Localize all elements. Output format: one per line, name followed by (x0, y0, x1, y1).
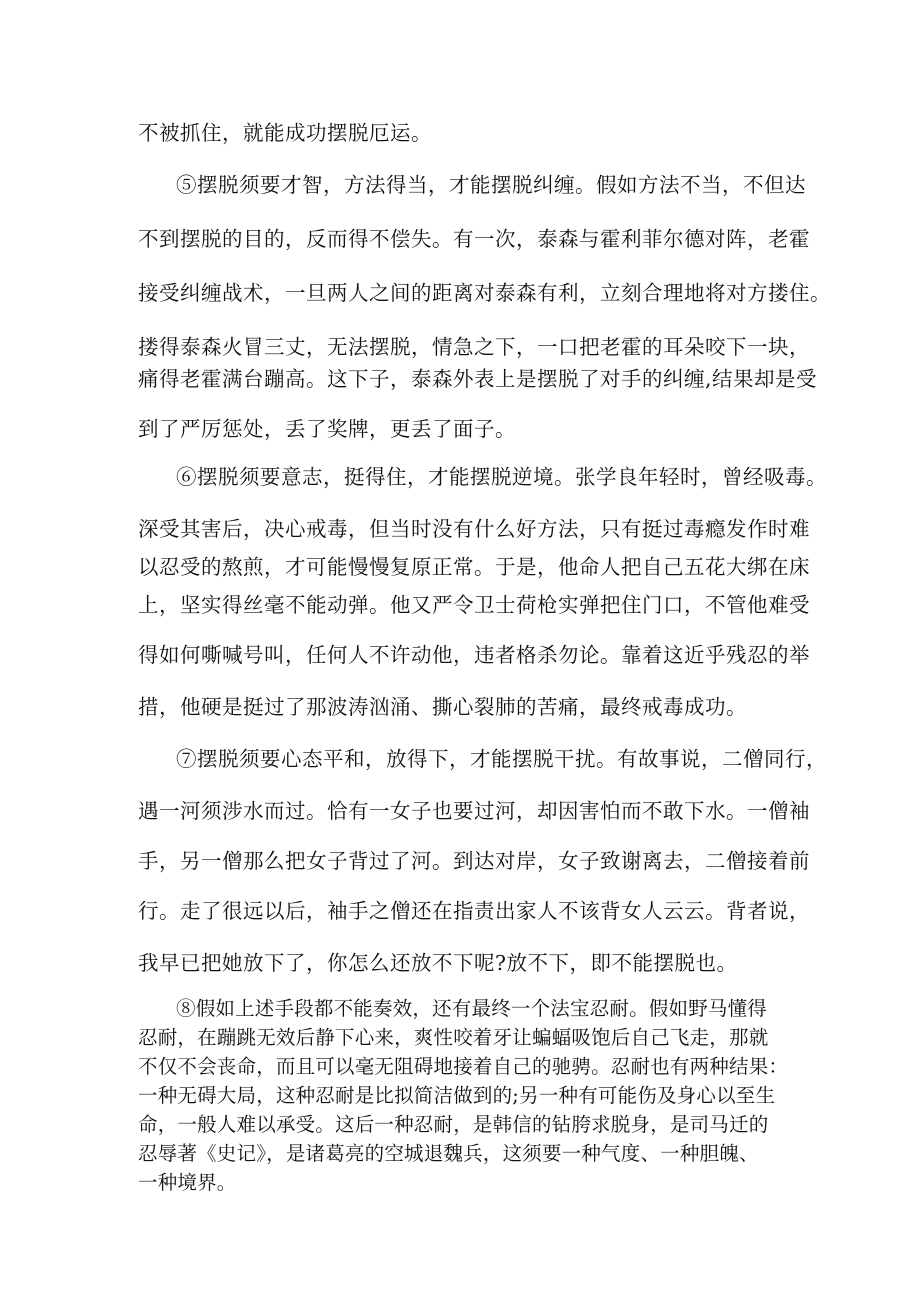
paragraph-line: ⑥摆脱须要意志，挺得住，才能摆脱逆境。张学良年轻时，曾经吸毒。 (176, 465, 827, 489)
paragraph-line: 手，另一僧那么把女子背过了河。到达对岸，女子致谢离去，二僧接着前 (138, 849, 810, 873)
paragraph-line: 不仅不会丧命，而且可以毫无阻碍地接着自己的驰骋。忍耐也有两种结果： (138, 1055, 789, 1078)
paragraph-line: ⑧假如上述手段都不能奏效，还有最终一个法宝忍耐。假如野马懂得 (176, 997, 768, 1020)
paragraph-line: 一种境界。 (138, 1171, 237, 1194)
paragraph-line: 搂得泰森火冒三丈，无法摆脱，情急之下，一口把老霍的耳朵咬下一块， (138, 335, 810, 359)
paragraph-line: 得如何嘶喊号叫，任何人不许动他，违者格杀勿论。靠着这近乎残忍的举 (138, 643, 810, 667)
paragraph-line: 不到摆脱的目的，反而得不偿失。有一次，泰森与霍利菲尔德对阵，老霍 (138, 227, 810, 251)
paragraph-line: 痛得老霍满台蹦高。这下子，泰森外表上是摆脱了对手的纠缠,结果却是受 (138, 367, 818, 391)
paragraph-line: 到了严厉惩处，丢了奖牌，更丢了面子。 (138, 417, 516, 441)
paragraph-line: 上，坚实得丝毫不能动弹。他又严令卫士荷枪实弹把住门口，不管他难受 (138, 593, 810, 617)
paragraph-line: 命，一般人难以承受。这后一种忍耐，是韩信的钻胯求脱身，是司马迁的 (138, 1113, 769, 1136)
paragraph-line: 接受纠缠战术，一旦两人之间的距离对泰森有利，立刻合理地将对方搂住。 (138, 281, 831, 305)
paragraph-line: 遇一河须涉水而过。恰有一女子也要过河，却因害怕而不敢下水。一僧袖 (138, 799, 810, 823)
paragraph-line: 我早已把她放下了，你怎么还放不下呢?放不下，即不能摆脱也。 (138, 951, 738, 975)
paragraph-line: 不被抓住，就能成功摆脱厄运。 (138, 121, 432, 145)
paragraph-line: 深受其害后，决心戒毒，但当时没有什么好方法，只有挺过毒瘾发作时难 (138, 517, 810, 541)
paragraph-line: 忍耐，在蹦跳无效后静下心来，爽性咬着牙让蝙蝠吸饱后自己飞走，那就 (138, 1026, 769, 1049)
paragraph-line: ⑤摆脱须要才智，方法得当，才能摆脱纠缠。假如方法不当，不但达 (176, 173, 806, 197)
paragraph-line: 行。走了很远以后，袖手之僧还在指责出家人不该背女人云云。背者说， (138, 899, 810, 923)
paragraph-line: 措，他硬是挺过了那波涛汹涌、撕心裂肺的苦痛，最终戒毒成功。 (138, 695, 747, 719)
paragraph-line: ⑦摆脱须要心态平和，放得下，才能摆脱干扰。有故事说，二僧同行， (176, 747, 827, 771)
paragraph-line: 忍辱著《史记》，是诸葛亮的空城退魏兵，这须要一种气度、一种胆魄、 (138, 1142, 759, 1165)
paragraph-line: 一种无碍大局，这种忍耐是比拟简洁做到的;另一种有可能伤及身心以至生 (138, 1084, 776, 1107)
paragraph-line: 以忍受的熬煎，才可能慢慢复原正常。于是，他命人把自己五花大绑在床 (138, 555, 810, 579)
